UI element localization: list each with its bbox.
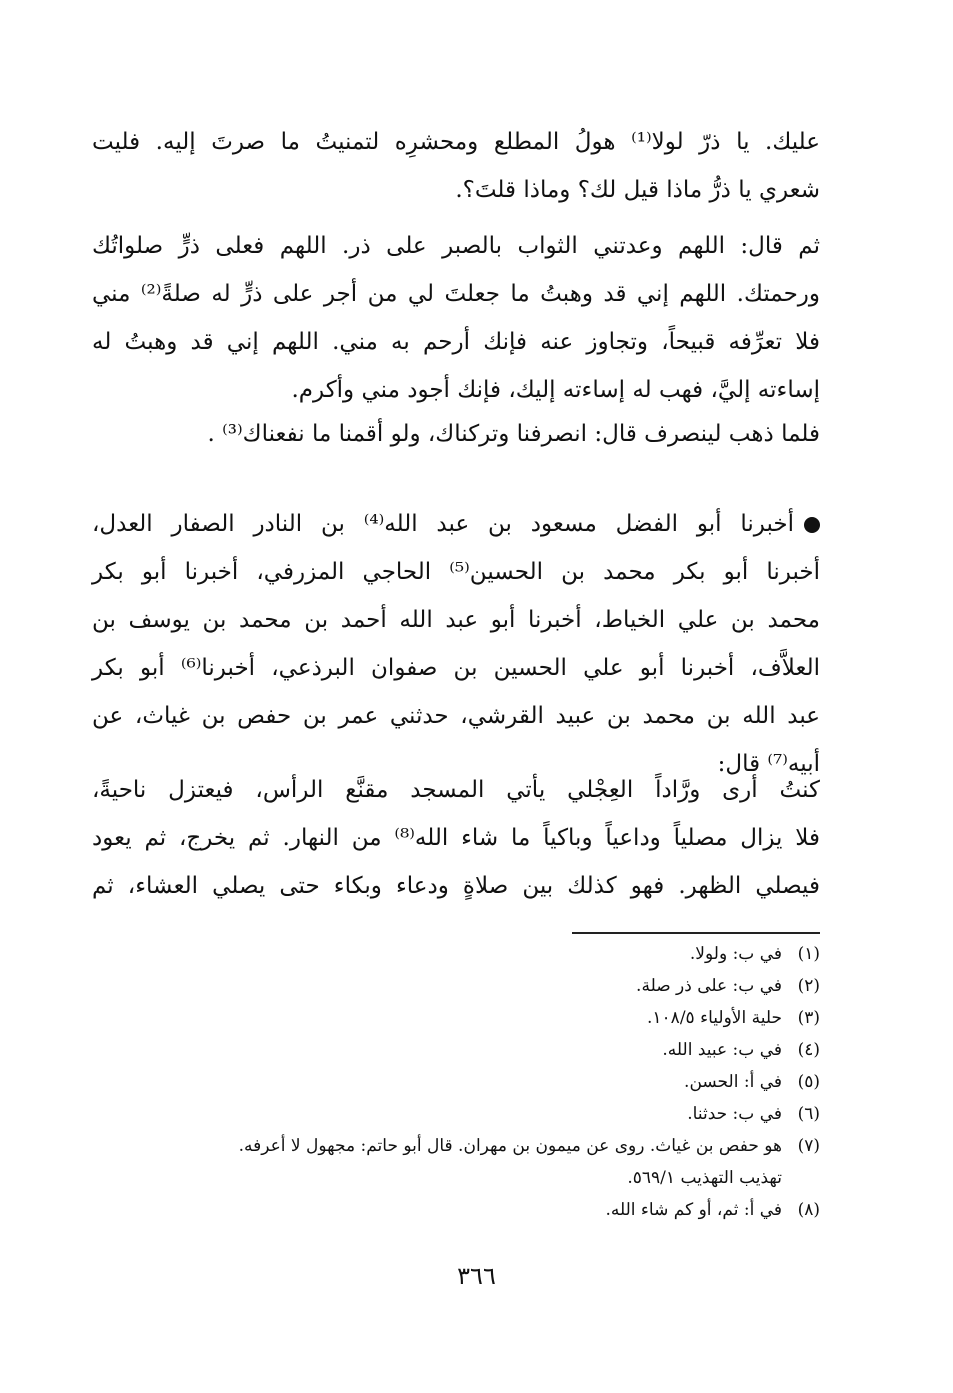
footnote-text: في أ: الحسن. xyxy=(684,1072,782,1092)
footnote-number: (٨) xyxy=(797,1200,820,1220)
footnote-number: (٢) xyxy=(797,976,820,996)
text-line-content: أخبرنا أبو الفضل مسعود بن عبد الله⁽⁴⁾ بن النادر الصفار العدل، xyxy=(92,511,795,537)
footnote-text: هو حفص بن غياث. روى عن ميمون بن مهران. قال أبو حاتم: مجهول لا أعرفه. xyxy=(238,1136,782,1156)
footnote-item xyxy=(92,938,820,970)
footnote-text: في ب: ولولا. xyxy=(689,944,782,964)
text-line: عبد الله بن محمد بن عبيد القرشي، حدثني عمر بن حفص بن غياث، عن xyxy=(92,703,820,729)
footnote-item xyxy=(92,1194,820,1226)
text-line: فيصلي الظهر. فهو كذلك بين صلاةٍ ودعاء وبكاء حتى يصلي العشاء، ثم xyxy=(92,873,820,899)
text-line: ثم قال: اللهم وعدتني الثواب بالصبر على ذر. اللهم فعلى ذرٍّ صلواتُك xyxy=(92,233,820,259)
paragraph-5 xyxy=(92,766,820,910)
footnote-item xyxy=(92,970,820,1002)
footnote-item xyxy=(92,1130,820,1162)
text-line: العلاَّف، أخبرنا أبو علي الحسين بن صفوان البرذعي، أخبرنا⁽⁶⁾ أبو بكر xyxy=(92,655,820,681)
footnote-text: في أ: ثم، أو كم شاء الله. xyxy=(605,1200,782,1220)
footnote-item xyxy=(92,1066,820,1098)
paragraph-4-isnad xyxy=(92,500,820,788)
paragraph-1 xyxy=(92,118,820,214)
footnote-number: (٣) xyxy=(797,1008,820,1028)
text-line xyxy=(92,500,820,548)
footnote-number: (٦) xyxy=(797,1104,820,1124)
text-line: كنتُ أرى ورَّاداً العِجْلي يأتي المسجد مقنَّع الرأس، فيعتزل ناحيةً، xyxy=(92,777,820,803)
footnote-text: في ب: حدثنا. xyxy=(687,1104,782,1124)
footnote-text: حلية الأولياء ١٠٨/٥. xyxy=(647,1008,782,1028)
text-line: ورحمتك. اللهم إني قد وهبتُ ما جعلتَ لي من أجر على ذرٍّ له صلةً⁽²⁾ مني xyxy=(92,281,821,307)
footnote-item xyxy=(92,1002,820,1034)
footnotes xyxy=(92,938,820,1226)
footnote-text: في ب: على ذر صلة. xyxy=(636,976,782,996)
text-line: فلما ذهب لينصرف قال: انصرفنا وتركناك، ولو أقمنا ما نفعناك⁽³⁾ . xyxy=(207,421,820,447)
filled-circle-bullet-icon xyxy=(804,517,820,533)
footnote-separator xyxy=(572,932,820,934)
text-line: أخبرنا أبو بكر محمد بن الحسين⁽⁵⁾ الحاجي المزرفي، أخبرنا أبو بكر xyxy=(92,559,820,585)
text-line: فلا يزال مصلياً وداعياً وباكياً ما شاء الله⁽⁸⁾ من النهار. ثم يخرج، ثم يعود xyxy=(92,825,820,851)
paragraph-3 xyxy=(92,410,820,458)
paragraph-2 xyxy=(92,222,820,414)
footnote-number: (١) xyxy=(797,944,820,964)
footnote-item xyxy=(92,1034,820,1066)
footnote-text: في ب: عبيد الله. xyxy=(662,1040,782,1060)
footnote-item xyxy=(92,1098,820,1130)
text-line: إساءته إليَّ، فهب له إساءته إليك، فإنك أجود مني وأكرم. xyxy=(291,377,820,403)
page-number: ٣٦٦ xyxy=(457,1262,496,1290)
footnote-number: (٤) xyxy=(797,1040,820,1060)
text-line: فلا تعرِّفه قبيحاً، وتجاوز عنه فإنك أرحم به مني. اللهم إني قد وهبتُ له xyxy=(92,329,820,355)
footnote-continuation: تهذيب التهذيب ٥٦٩/١. xyxy=(627,1168,782,1188)
text-line: محمد بن علي الخياط، أخبرنا أبو عبد الله أحمد بن محمد بن يوسف بن xyxy=(92,607,820,633)
footnote-number: (٧) xyxy=(797,1136,820,1156)
text-line: عليك. يا ذرّ لولا⁽¹⁾ هولُ المطلع ومحشرِه لتمنيتُ ما صرتَ إليه. فليت xyxy=(92,129,820,155)
text-line: أبيه⁽⁷⁾ قال: xyxy=(717,751,820,777)
text-line: شعري يا ذرُّ ماذا قيل لك؟ وماذا قلتَ؟. xyxy=(455,177,820,203)
footnote-number: (٥) xyxy=(797,1072,820,1092)
